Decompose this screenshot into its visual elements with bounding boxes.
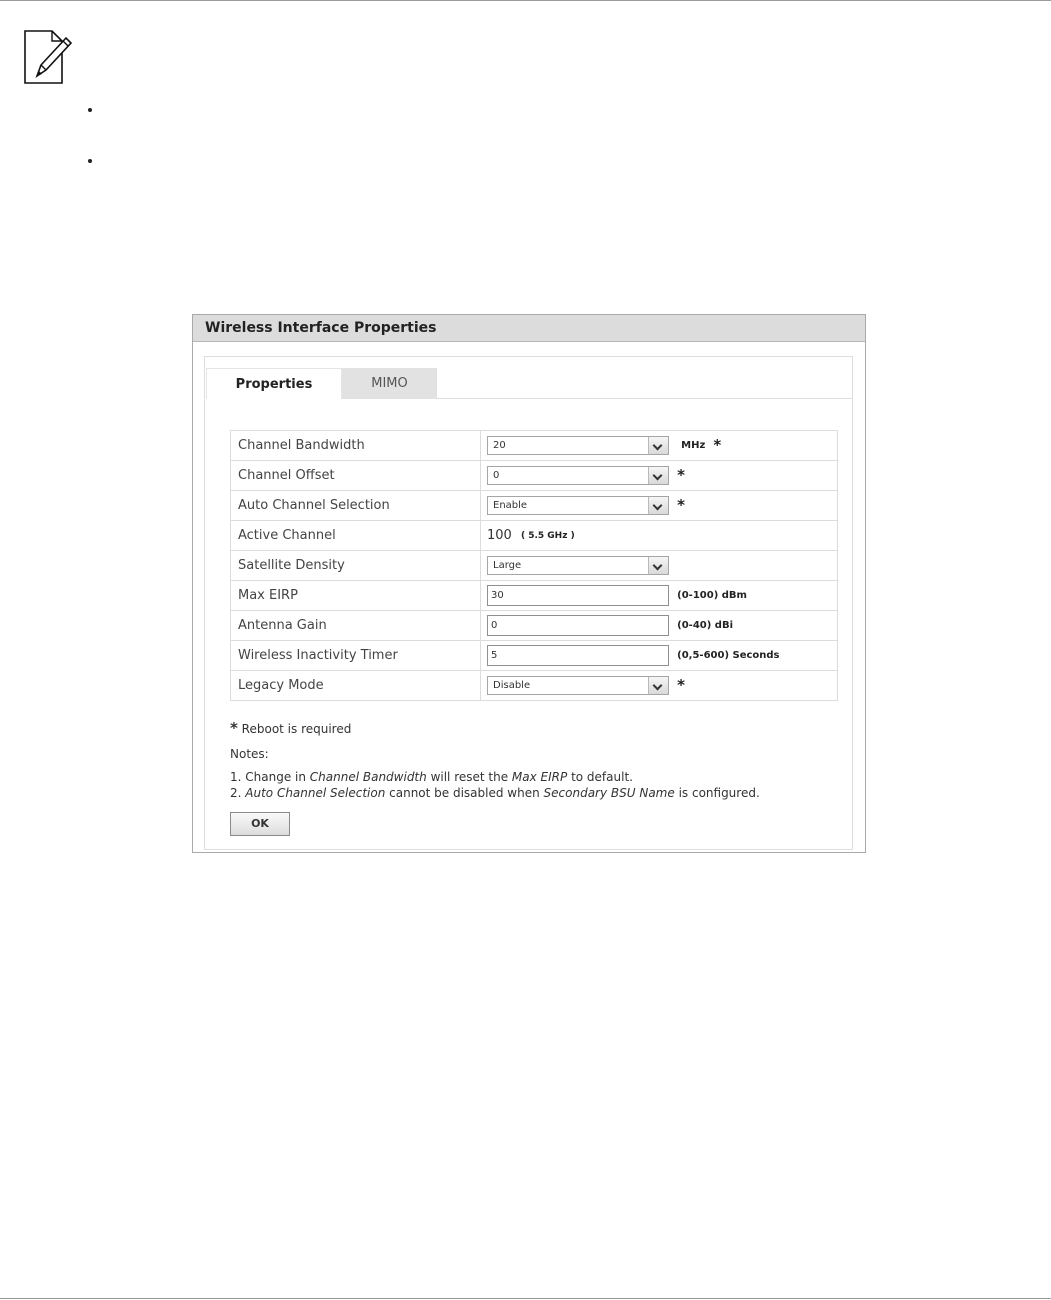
note-2-text: is configured. (674, 786, 760, 800)
reboot-star: * (230, 719, 238, 737)
channel-bandwidth-label: Channel Bandwidth (231, 431, 481, 461)
channel-bandwidth-select[interactable] (487, 436, 669, 455)
note-1-text: 1. Change in (230, 770, 310, 784)
row-max-eirp (231, 581, 838, 611)
tab-mimo[interactable]: MIMO (342, 368, 437, 399)
note-2 (230, 786, 760, 800)
row-wireless-inactivity-timer (231, 641, 838, 671)
chevron-down-icon[interactable] (648, 557, 668, 574)
max-eirp-label: Max EIRP (231, 581, 481, 611)
row-antenna-gain (231, 611, 838, 641)
properties-form (230, 430, 838, 701)
satellite-density-select[interactable] (487, 556, 669, 575)
wireless-inactivity-timer-input[interactable]: 5 (487, 645, 669, 666)
note-2-text: cannot be disabled when (385, 786, 544, 800)
pencil-note-icon (22, 28, 74, 86)
tab-divider (437, 398, 852, 399)
row-auto-channel-selection (231, 491, 838, 521)
active-channel-label: Active Channel (231, 521, 481, 551)
channel-bandwidth-value: 20 (493, 440, 506, 451)
auto-channel-selection-select[interactable] (487, 496, 669, 515)
row-channel-offset (231, 461, 838, 491)
row-legacy-mode (231, 671, 838, 701)
antenna-gain-input[interactable]: 0 (487, 615, 669, 636)
reboot-text: Reboot is required (237, 722, 352, 736)
chevron-down-icon[interactable] (648, 677, 668, 694)
note-1-emphasis: Channel Bandwidth (309, 770, 427, 784)
antenna-gain-label: Antenna Gain (231, 611, 481, 641)
bullet-2 (88, 159, 92, 163)
bullet-1 (88, 108, 92, 112)
note-1-text: to default. (567, 770, 633, 784)
channel-offset-value: 0 (493, 470, 500, 481)
satellite-density-label: Satellite Density (231, 551, 481, 581)
note-2-text: 2. (230, 786, 246, 800)
max-eirp-range: (0-100) dBm (677, 590, 747, 601)
satellite-density-value: Large (493, 560, 522, 571)
legacy-mode-select[interactable] (487, 676, 669, 695)
ok-button[interactable]: OK (230, 812, 290, 836)
row-active-channel (231, 521, 838, 551)
chevron-down-icon[interactable] (648, 497, 668, 514)
note-1-emphasis: Max EIRP (511, 770, 568, 784)
row-channel-bandwidth (231, 431, 838, 461)
note-1 (230, 770, 633, 784)
antenna-gain-range: (0-40) dBi (677, 620, 733, 631)
active-channel-value: 100 (487, 528, 512, 543)
chevron-down-icon[interactable] (648, 467, 668, 484)
channel-offset-label: Channel Offset (231, 461, 481, 491)
channel-offset-select[interactable] (487, 466, 669, 485)
row-satellite-density (231, 551, 838, 581)
chevron-down-icon[interactable] (648, 437, 668, 454)
panel-title: Wireless Interface Properties (193, 315, 865, 342)
auto-channel-selection-label: Auto Channel Selection (231, 491, 481, 521)
active-channel-frequency: ( 5.5 GHz ) (520, 530, 575, 541)
auto-channel-selection-value: Enable (493, 500, 528, 511)
reboot-note (230, 719, 351, 737)
wireless-interface-panel (192, 314, 866, 853)
tab-properties[interactable]: Properties (206, 368, 342, 399)
notes-heading: Notes: (230, 747, 269, 761)
note-2-emphasis: Auto Channel Selection (245, 786, 386, 800)
reboot-required-marker: * (713, 436, 722, 454)
reboot-required-marker: * (677, 466, 685, 484)
wireless-inactivity-timer-range: (0,5-600) Seconds (677, 650, 780, 661)
bottom-divider (0, 1298, 1051, 1299)
note-2-emphasis: Secondary BSU Name (543, 786, 675, 800)
note-1-text: will reset the (426, 770, 512, 784)
wireless-inactivity-timer-label: Wireless Inactivity Timer (231, 641, 481, 671)
legacy-mode-value: Disable (493, 680, 531, 691)
top-divider (0, 0, 1051, 1)
reboot-required-marker: * (677, 676, 685, 694)
channel-bandwidth-unit: MHz (681, 440, 706, 451)
legacy-mode-label: Legacy Mode (231, 671, 481, 701)
reboot-required-marker: * (677, 496, 685, 514)
max-eirp-input[interactable]: 30 (487, 585, 669, 606)
